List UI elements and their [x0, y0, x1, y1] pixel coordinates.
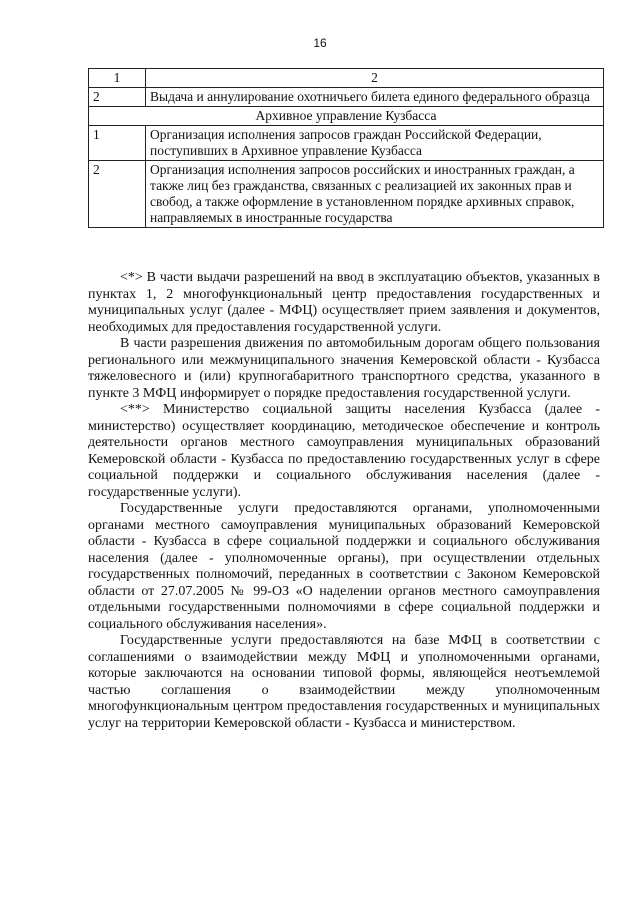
- footnote-paragraph: Государственные услуги предоставляются органами, уполномоченными органами местного самоуправления муниципальных образований Кемеровской области - Кузбасса в сфере социальной поддержки и социального обслуживания населения (далее - уполномоченные органы), при осуществлении отдельных государственных полномочий, переданных в соответствии с Законом Кемеровской области от 27.07.2005 № 99-ОЗ «О наделении органов местного самоуправления отдельными государственными полномочиями в сфере социальной поддержки и социального обслуживания населения».: [88, 501, 600, 632]
- table-header-row: [89, 69, 604, 88]
- table-row: [89, 88, 604, 107]
- row-number: 2: [89, 161, 146, 228]
- column-header-number: 1: [89, 69, 146, 88]
- page-number: 16: [313, 36, 327, 50]
- table-section-row: [89, 107, 604, 126]
- table-row: [89, 161, 604, 228]
- footnotes-body: [88, 270, 600, 732]
- service-name: Организация исполнения запросов российских и иностранных граждан, а также лиц без гражданства, связанных с реализацией их законных прав и свобод, а также оформление в установленном порядке архивных справок, направляемых в иностранные государства: [146, 161, 604, 228]
- footnote-paragraph: <*> В части выдачи разрешений на ввод в эксплуатацию объектов, указанных в пунктах 1, 2 многофункциональный центр предоставления государственных и муниципальных услуг (далее - МФЦ) осуществляет прием заявления и документов, необходимых для предоставления государственной услуги.: [88, 270, 600, 335]
- section-title: Архивное управление Кузбасса: [89, 107, 604, 126]
- row-number: 1: [89, 126, 146, 161]
- table-row: [89, 126, 604, 161]
- service-name: Выдача и аннулирование охотничьего билета единого федерального образца: [146, 88, 604, 107]
- services-table: [88, 68, 604, 228]
- service-name: Организация исполнения запросов граждан Российской Федерации, поступивших в Архивное управление Кузбасса: [146, 126, 604, 161]
- footnote-paragraph: В части разрешения движения по автомобильным дорогам общего пользования регионального или межмуниципального значения Кемеровской области - Кузбасса тяжеловесного и (или) крупногабаритного транспортного средства, указанного в пункте 3 МФЦ информирует о порядке предоставления государственной услуги.: [88, 336, 600, 401]
- column-header-service: 2: [146, 69, 604, 88]
- row-number: 2: [89, 88, 146, 107]
- footnote-paragraph: <**> Министерство социальной защиты населения Кузбасса (далее - министерство) осуществляет координацию, методическое обеспечение и контроль деятельности органов местного самоуправления муниципальных образований Кемеровской области - Кузбасса по предоставлению государственных услуг в сфере социальной поддержки и социального обслуживания населения (далее - государственные услуги).: [88, 402, 600, 500]
- footnote-paragraph: Государственные услуги предоставляются на базе МФЦ в соответствии с соглашениями о взаимодействии между МФЦ и уполномоченными органами, которые заключаются на основании типовой формы, являющейся неотъемлемой частью соглашения о взаимодействии между уполномоченным многофункциональным центром предоставления государственных и муниципальных услуг на территории Кемеровской области - Кузбасса и министерством.: [88, 633, 600, 731]
